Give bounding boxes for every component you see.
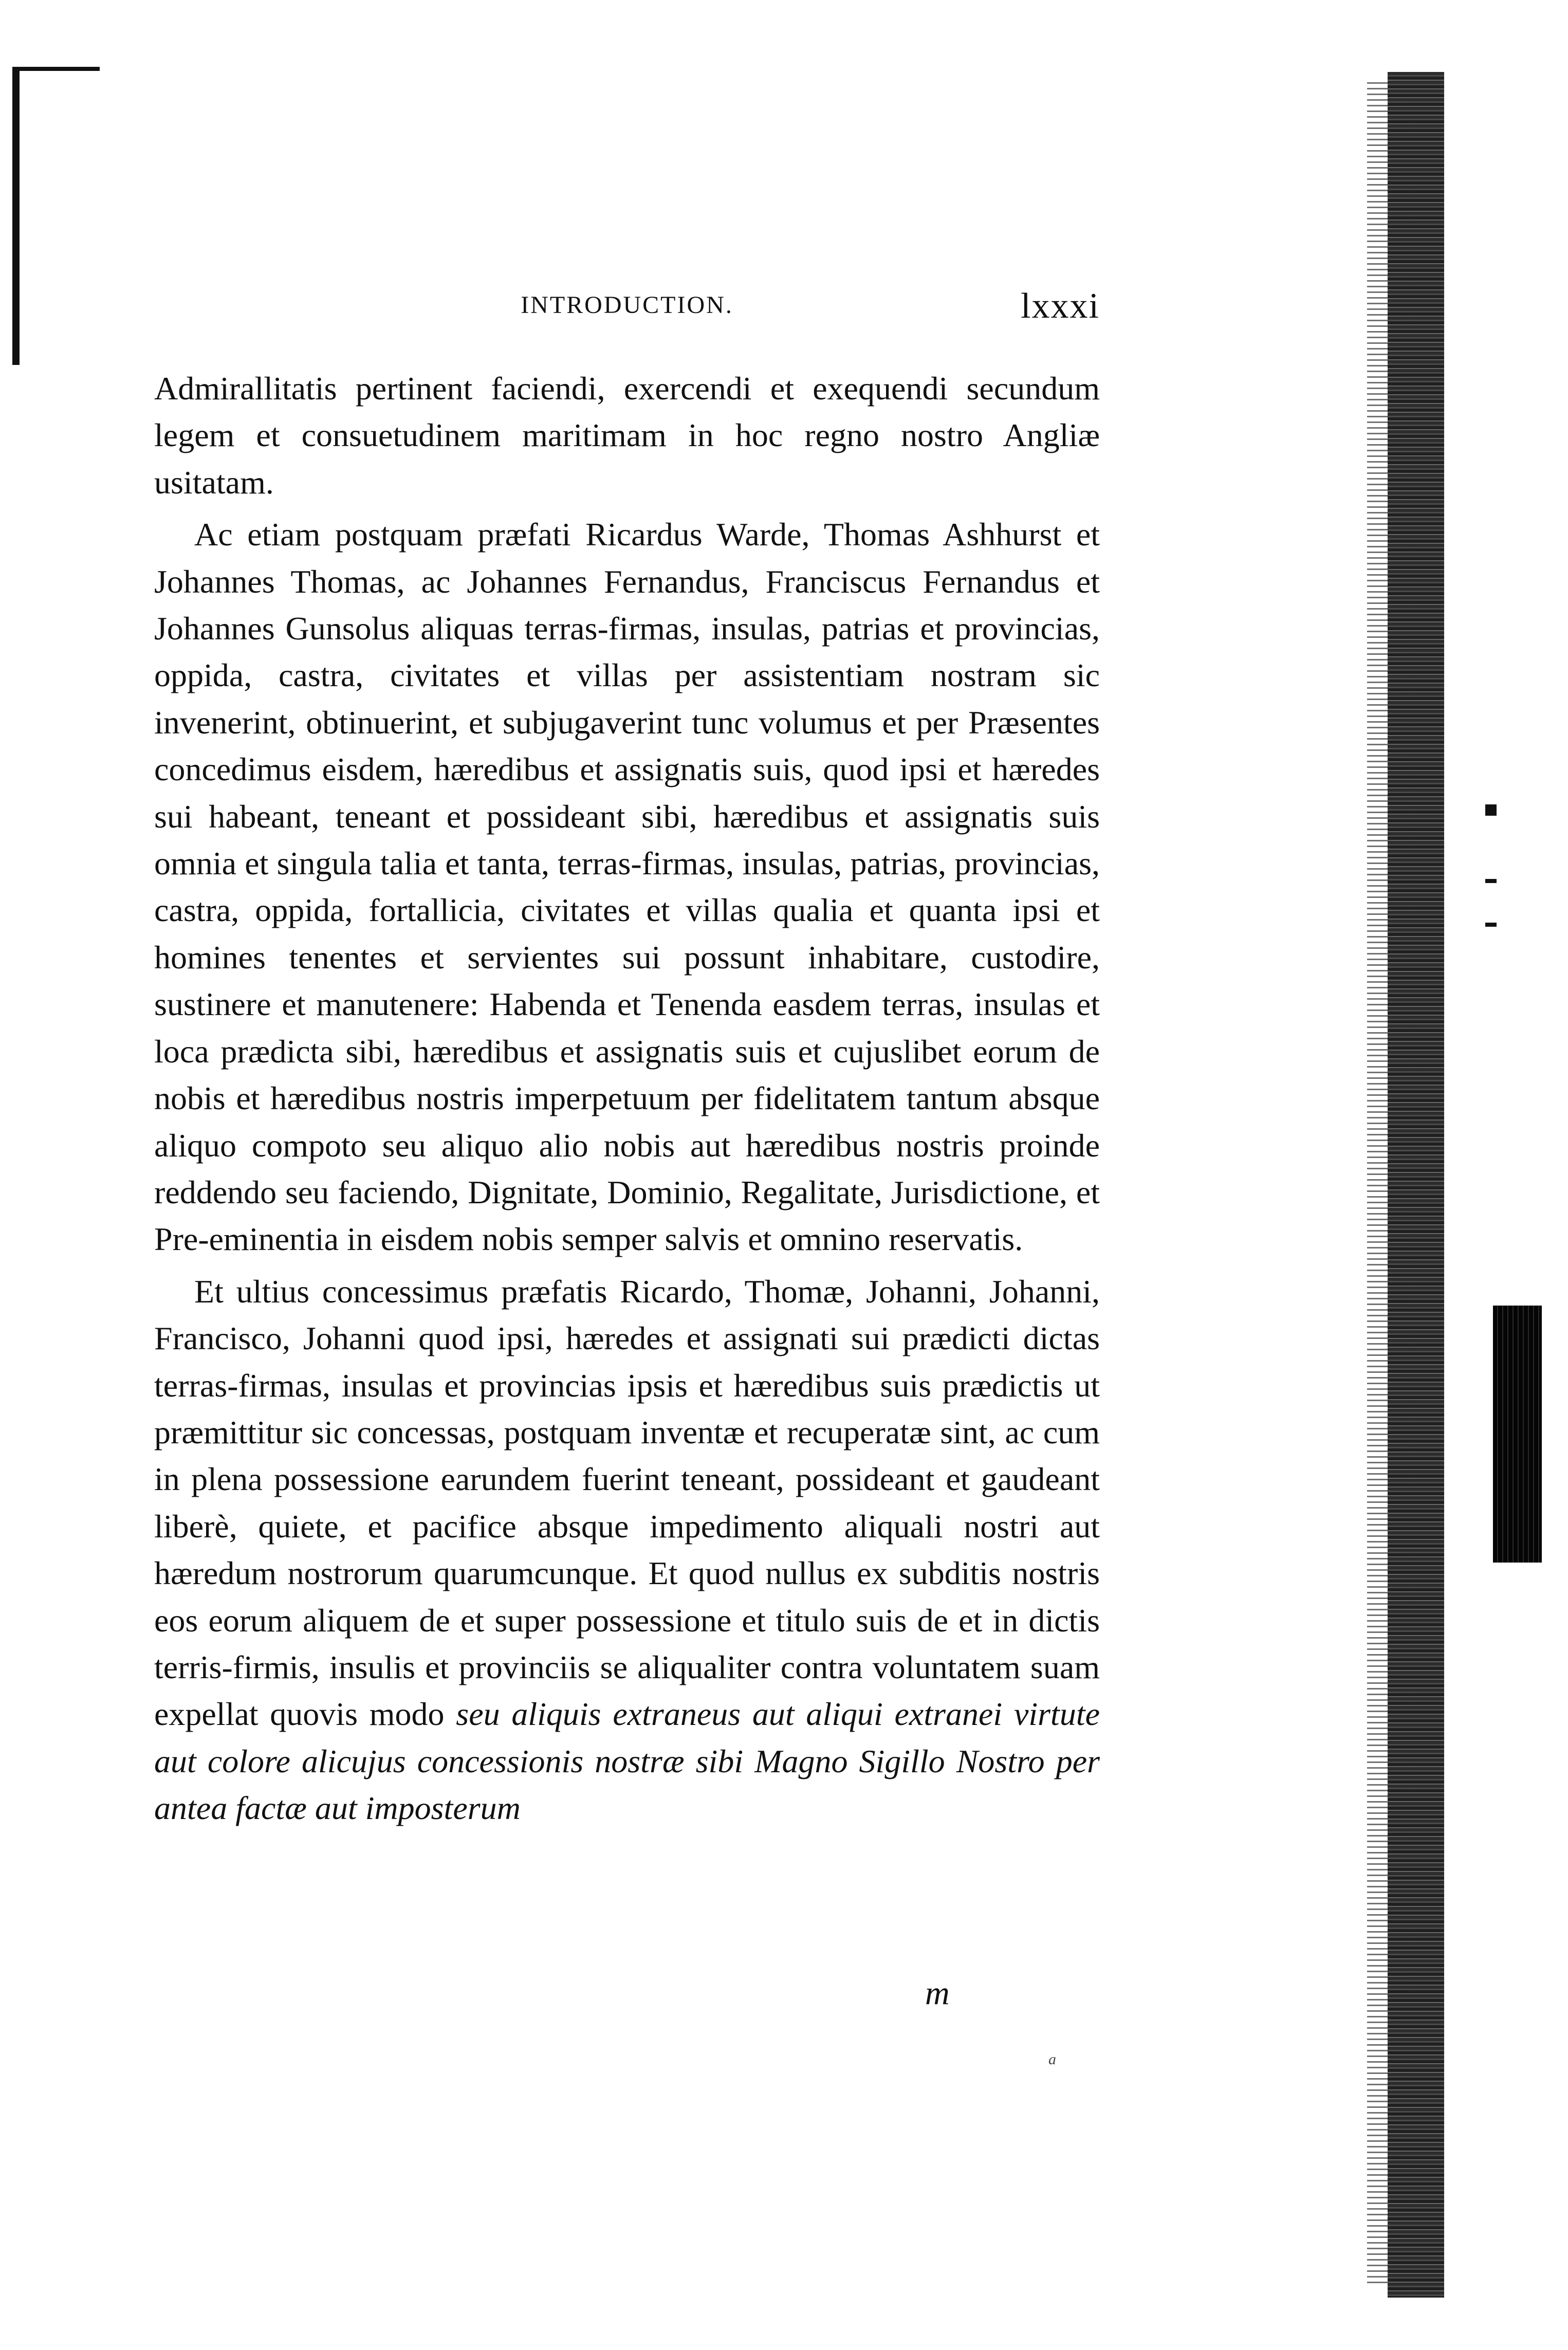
paragraph-2 [154,511,1100,1263]
paragraph-1-text: Admirallitatis pertinent faciendi, exercendi et exequendi secundum legem et consuetudinem maritimam in hoc regno nostro Angliæ usitatam. [154,370,1100,501]
book-binding-strip [1388,72,1444,2298]
paragraph-3-text: Et ultius concessimus præfatis Ricardo, Thomæ, Johanni, Johanni, Francisco, Johanni quod ipsi, hæredes et assignati sui prædicti dictas terras-firmas, insulas et provincias ipsis et hæredibus suis prædictis ut præmittitur sic concessas, postquam inventæ et recuperatæ sint, ac cum in plena possessione earundem fuerint teneant, possideant et gaudeant liberè, quiete, et pacifice absque impedimento aliquali nostri aut hæredum nostrorum quarumcunque. Et quod nullus ex subditis nostris eos eorum aliquem de et super possessione et titulo suis de et in dictis terris-firmis, insulis et provinciis se aliqualiter contra voluntatem suam expellat quovis modo [154,1273,1100,1733]
scan-mark: a [1048,2051,1056,2068]
paragraph-3-italic-tail: seu aliquis extraneus aut aliqui extranei virtute aut colore alicujus concessionis nostræ sibi Magno Sigillo Nostro per antea factæ aut imposterum [154,1696,1100,1827]
binding-edge-shadow [1367,82,1388,2287]
paragraph-1 [154,365,1100,506]
scan-tick [1485,879,1497,883]
page-number: lxxxi [1021,286,1100,326]
scan-top-rule [12,67,100,71]
scan-tick [1485,804,1497,816]
scan-dark-block [1493,1306,1542,1563]
running-head-title: INTRODUCTION. [521,291,733,319]
scan-tick [1485,923,1497,927]
running-head [154,286,1100,332]
paragraph-2-text: Ac etiam postquam præfati Ricardus Warde, Thomas Ashhurst et Johannes Thomas, ac Johannes Fernandus, Franciscus Fernandus et Johannes Gunsolus aliquas terras-firmas, insulas, patrias et provincias, oppida, castra, civitates et villas per assistentiam nostram sic invenerint, obtinuerint, et subjugaverint tunc volumus et per Præsentes concedimus eisdem, hæredibus et assignatis suis, quod ipsi et hæredes sui habeant, teneant et possideant sibi, hæredibus et assignatis suis omnia et singula talia et tanta, terras-firmas, insulas, patrias, provincias, castra, oppida, fortallicia, civitates et villas qualia et quanta ipsi et homines tenentes et servientes sui possunt inhabitare, custodire, sustinere et manutenere: Habenda et Tenenda easdem terras, insulas et loca prædicta sibi, hæredibus et assignatis suis et cujuslibet eorum de nobis et hæredibus nostris imperpetuum per fidelitatem tantum absque aliquo compoto seu aliquo alio nobis aut hæredibus nostris proinde reddendo seu faciendo, Dignitate, Dominio, Regalitate, Jurisdictione, et Pre-eminentia in eisdem nobis semper salvis et omnino reservatis. [154,516,1100,1258]
scan-left-rule [12,67,20,365]
signature-mark: m [925,1974,950,2012]
body-text [154,365,1100,1832]
paragraph-3 [154,1268,1100,1832]
